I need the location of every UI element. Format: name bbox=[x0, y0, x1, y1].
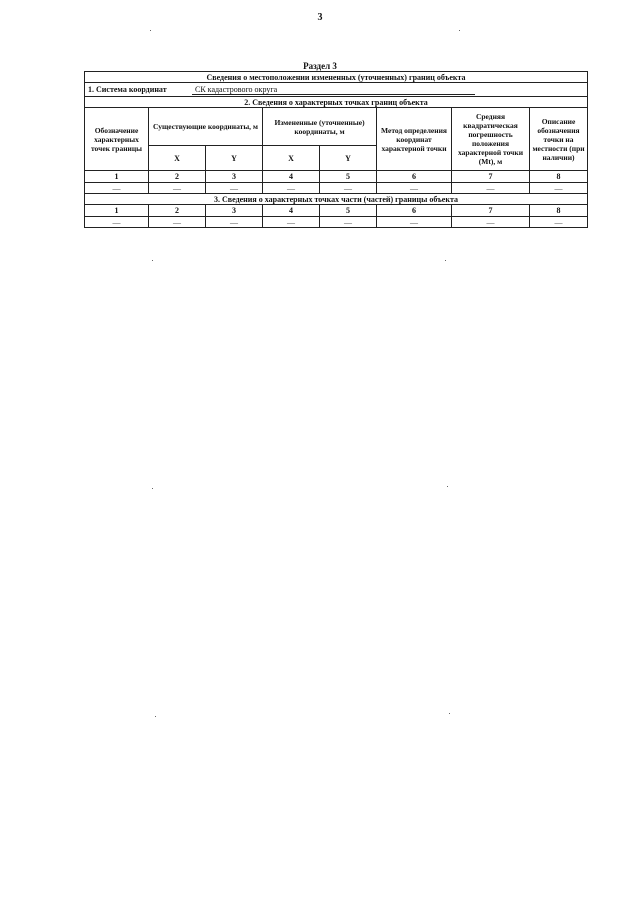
empty-cell: — bbox=[85, 183, 149, 194]
col-number: 1 bbox=[85, 171, 149, 183]
header-error: Средняя квадратическая погрешность положения характерной точки (Mt), м bbox=[452, 108, 530, 171]
table-title: Сведения о местоположении измененных (уточненных) границ объекта bbox=[85, 72, 588, 83]
header-method: Метод определения координат характерной точки bbox=[377, 108, 452, 171]
scan-speck bbox=[447, 486, 448, 487]
part2-title: 2. Сведения о характерных точках границ объекта bbox=[85, 97, 588, 108]
empty-cell: — bbox=[452, 183, 530, 194]
col-number: 3 bbox=[206, 205, 263, 217]
header-changed-y: Y bbox=[320, 146, 377, 171]
empty-cell: — bbox=[320, 183, 377, 194]
empty-cell: — bbox=[149, 183, 206, 194]
part2-number-row bbox=[85, 171, 588, 183]
header-existing-y: Y bbox=[206, 146, 263, 171]
scan-speck bbox=[155, 716, 156, 717]
part3-number-row bbox=[85, 205, 588, 217]
empty-cell: — bbox=[452, 217, 530, 228]
scan-speck bbox=[152, 260, 153, 261]
header-changed-x: X bbox=[263, 146, 320, 171]
empty-cell: — bbox=[149, 217, 206, 228]
col-number: 8 bbox=[530, 205, 588, 217]
scan-speck bbox=[152, 488, 153, 489]
empty-cell: — bbox=[530, 183, 588, 194]
part3-empty-row bbox=[85, 217, 588, 228]
col-number: 5 bbox=[320, 205, 377, 217]
header-existing-x: X bbox=[149, 146, 206, 171]
scan-speck bbox=[459, 30, 460, 31]
header-existing-coords: Существующие координаты, м bbox=[149, 108, 263, 146]
col-number: 5 bbox=[320, 171, 377, 183]
col-number: 2 bbox=[149, 205, 206, 217]
empty-cell: — bbox=[85, 217, 149, 228]
scan-speck bbox=[150, 30, 151, 31]
col-number: 7 bbox=[452, 171, 530, 183]
part2-empty-row bbox=[85, 183, 588, 194]
section-title: Раздел 3 bbox=[303, 61, 337, 71]
empty-cell: — bbox=[377, 217, 452, 228]
col-number: 7 bbox=[452, 205, 530, 217]
empty-cell: — bbox=[206, 217, 263, 228]
empty-cell: — bbox=[320, 217, 377, 228]
col-number: 3 bbox=[206, 171, 263, 183]
empty-cell: — bbox=[206, 183, 263, 194]
page-number: 3 bbox=[317, 12, 323, 23]
col-number: 6 bbox=[377, 171, 452, 183]
boundary-table bbox=[84, 71, 588, 228]
empty-cell: — bbox=[263, 183, 320, 194]
col-number: 4 bbox=[263, 205, 320, 217]
col-number: 8 bbox=[530, 171, 588, 183]
scan-speck bbox=[449, 713, 450, 714]
part3-title: 3. Сведения о характерных точках части (частей) границы объекта bbox=[85, 194, 588, 205]
col-number: 6 bbox=[377, 205, 452, 217]
col-number: 1 bbox=[85, 205, 149, 217]
coord-system-label: 1. Система координат bbox=[88, 84, 167, 94]
empty-cell: — bbox=[377, 183, 452, 194]
header-changed-coords: Измененные (уточненные) координаты, м bbox=[263, 108, 377, 146]
empty-cell: — bbox=[530, 217, 588, 228]
scan-speck bbox=[445, 260, 446, 261]
header-designation: Обозначение характерных точек границы bbox=[85, 108, 149, 171]
empty-cell: — bbox=[263, 217, 320, 228]
col-number: 4 bbox=[263, 171, 320, 183]
col-number: 2 bbox=[149, 171, 206, 183]
coord-system-value: СК кадастрового округа bbox=[192, 85, 475, 95]
coord-system-row bbox=[85, 83, 588, 97]
header-description: Описание обозначения точки на местности (при наличии) bbox=[530, 108, 588, 171]
